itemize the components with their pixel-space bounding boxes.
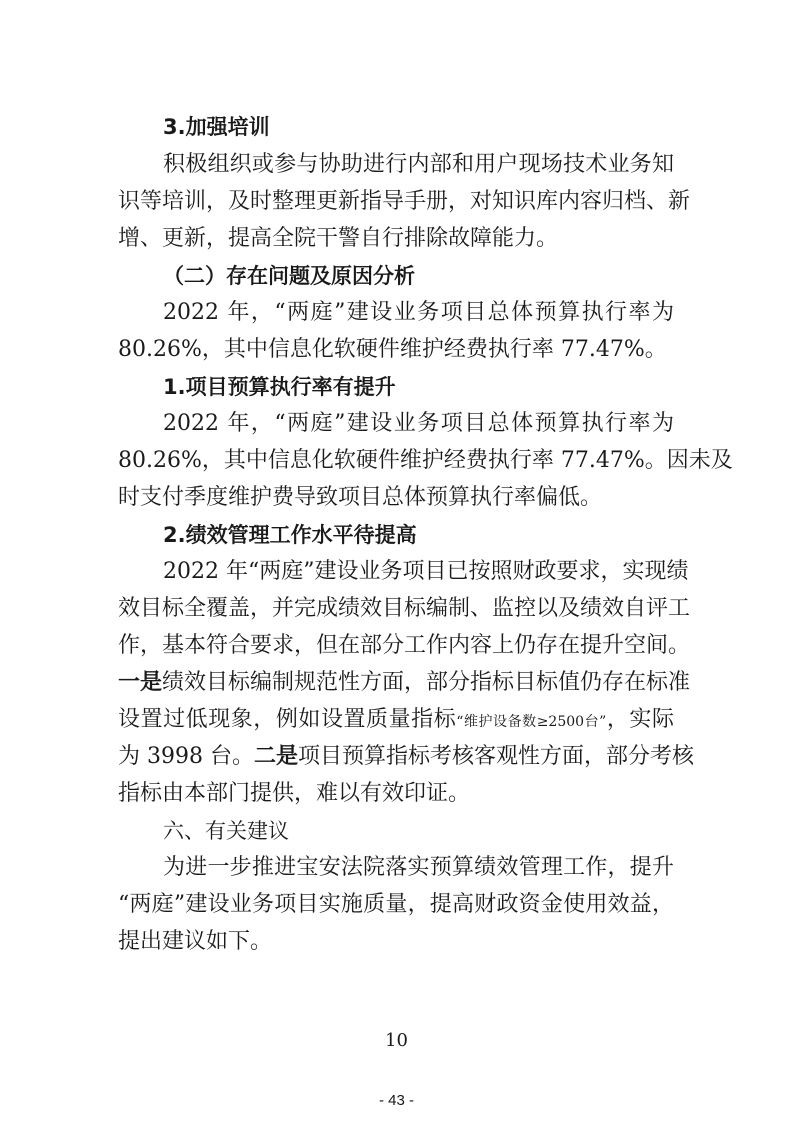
paragraph-line: 2022 年“两庭”建设业务项目已按照财政要求，实现绩: [163, 559, 689, 584]
emphasis-first: 一是: [118, 670, 163, 695]
paragraph-line: 2022 年，“两庭”建设业务项目总体预算执行率为: [163, 300, 674, 325]
paragraph-text: 项目预算指标考核客观性方面，部分考核: [298, 744, 695, 769]
paragraph-line: “两庭”建设业务项目实施质量，提高财政资金使用效益，: [118, 892, 674, 917]
paragraph-line: 2022 年，“两庭”建设业务项目总体预算执行率为: [163, 411, 674, 436]
heading-section-6: 六、有关建议: [163, 819, 289, 843]
paragraph-line: 80.26%，其中信息化软硬件维护经费执行率 77.47%。: [118, 337, 667, 362]
paragraph-line: [118, 668, 691, 698]
paragraph-text: 设置过低现象，例如设置质量指标: [118, 707, 457, 732]
paragraph-line: 时支付季度维护费导致项目总体预算执行率偏低。: [118, 485, 603, 510]
paragraph-line: 积极组织或参与协助进行内部和用户现场技术业务知: [163, 152, 674, 177]
page-footer: - 43 -: [378, 1092, 414, 1109]
paragraph-line: [118, 742, 695, 772]
paragraph-text: 为 3998 台。: [118, 744, 254, 769]
paragraph-line: 80.26%，其中信息化软硬件维护经费执行率 77.47%。因未及: [118, 448, 733, 473]
paragraph-line: 识等培训，及时整理更新指导手册，对知识库内容归档、新: [118, 189, 691, 214]
paragraph-text: ，实际: [606, 707, 674, 732]
heading-item-2: 2.绩效管理工作水平待提高: [163, 523, 417, 547]
indicator-quote: “维护设备数≥2500台”: [456, 714, 607, 730]
paragraph-line: 作，基本符合要求，但在部分工作内容上仍存在提升空间。: [118, 633, 691, 658]
paragraph-line: [118, 705, 674, 737]
heading-training: 3.加强培训: [163, 115, 270, 139]
emphasis-second: 二是: [253, 744, 298, 769]
paragraph-line: 指标由本部门提供，难以有效印证。: [118, 781, 471, 806]
paragraph-line: 提出建议如下。: [118, 929, 273, 954]
page-number: 10: [385, 1030, 408, 1051]
paragraph-line: 增、更新，提高全院干警自行排除故障能力。: [118, 226, 559, 251]
paragraph-text: 绩效目标编制规范性方面，部分指标目标值仍存在标准: [162, 670, 691, 695]
paragraph-line: 为进一步推进宝安法院落实预算绩效管理工作，提升: [163, 855, 674, 880]
paragraph-line: 效目标全覆盖，并完成绩效目标编制、监控以及绩效自评工: [118, 596, 691, 621]
heading-section-2: （二）存在问题及原因分析: [163, 264, 415, 288]
heading-item-1: 1.项目预算执行率有提升: [163, 375, 396, 399]
